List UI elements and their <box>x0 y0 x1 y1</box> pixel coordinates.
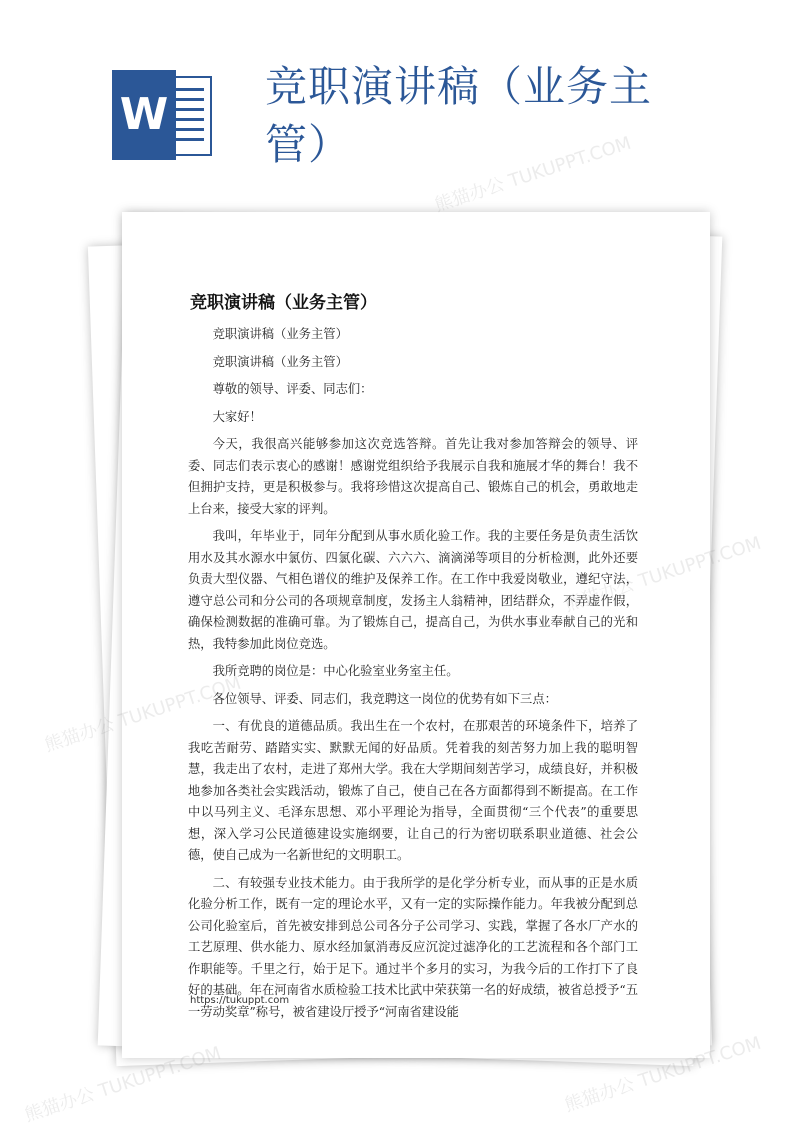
paragraph: 大家好！ <box>212 409 262 424</box>
paragraph: 我叫，年毕业于，同年分配到从事水质化验工作。我的主要任务是负责生活饮用水及其水源水中氯仿、四氯化碳、六六六、滴滴涕等项目的分析检测，此外还要负责大型仪器、气相色谱仪的维护及保养工作。在工作中我爱岗敬业，遵纪守法，遵守总公司和分公司的各项规章制度，发扬主人翁精神，团结群众，不弄虚作假，确保检测数据的准确可靠。为了锻炼自己，提高自己，为供水事业奉献自己的光和热，我特参加此岗位竞选。 <box>188 529 638 651</box>
watermark: 熊猫办公 <box>42 713 118 757</box>
paragraph: 二、有较强专业技术能力。由于我所学的是化学分析专业，而从事的正是水质化验分析工作，既有一定的理论水平，又有一定的实际操作能力。年我被分配到总公司化验室后，首先被安排到总公司各分子公司学习、实践，掌握了各水厂产水的工艺原理、供水能力、原水经加氯消毒反应沉淀过滤净化的工艺流程和各个部门工作职能等。千里之行，始于足下。通过半个多月的实习，为我今后的工作打下了良好的基础。年在河南省水质检验工技术比武中荣获第一名的好成绩，被省总授予“五一劳动奖章”称号，被省建设厅授予“河南省建设能 <box>188 875 638 1019</box>
document-body <box>188 324 638 1029</box>
paragraph: 各位领导、评委、同志们，我竞聘这一岗位的优势有如下三点： <box>212 691 557 706</box>
document-title: 竞职演讲稿（业务主管） <box>190 293 377 313</box>
paragraph: 我所竞聘的岗位是：中心化验室业务室主任。 <box>212 664 459 678</box>
paragraph: 尊敬的领导、评委、同志们： <box>212 382 373 396</box>
header-area <box>0 0 800 200</box>
document-page <box>122 212 710 1058</box>
paragraph: 竞职演讲稿（业务主管） <box>212 354 348 369</box>
watermark: 熊猫办公 TUKUPPT.COM <box>22 1042 224 1127</box>
page-title: 竞职演讲稿（业务主管） <box>265 62 653 169</box>
watermark: 熊猫办公 TUKUPPT.COM <box>562 1032 764 1117</box>
paragraph: 一、有优良的道德品质。我出生在一个农村，在那艰苦的环境条件下，培养了我吃苦耐劳、踏踏实实、默默无闻的好品质。凭着我的刻苦努力加上我的聪明智慧，我走出了农村，走进了郑州大学。我在大学期间刻苦学习，成绩良好，并积极地参加各类社会实践活动，锻炼了自己，使自己在各方面都得到不断提高。在工作中以马列主义、毛泽东思想、邓小平理论为指导，全面贯彻“三个代表”的重要思想，深入学习公民道德建设实施纲要，让自己的行为密切联系职业道德、社会公德，使自己成为一名新世纪的文明职工。 <box>188 719 638 862</box>
word-icon: W <box>112 70 176 160</box>
paragraph: 竞职演讲稿（业务主管） <box>212 327 348 341</box>
paragraph: 今天，我很高兴能够参加这次竞选答辩。首先让我对参加答辩会的领导、评委、同志们表示衷心的感谢！感谢党组织给予我展示自我和施展才华的舞台！我不但拥护支持，更是积极参与。我将珍惜这次提高自己、锻炼自己的机会，勇敢地走上台来，接受大家的评判。 <box>188 437 638 516</box>
footer-url[interactable]: https://tukuppt.com <box>190 995 290 1006</box>
